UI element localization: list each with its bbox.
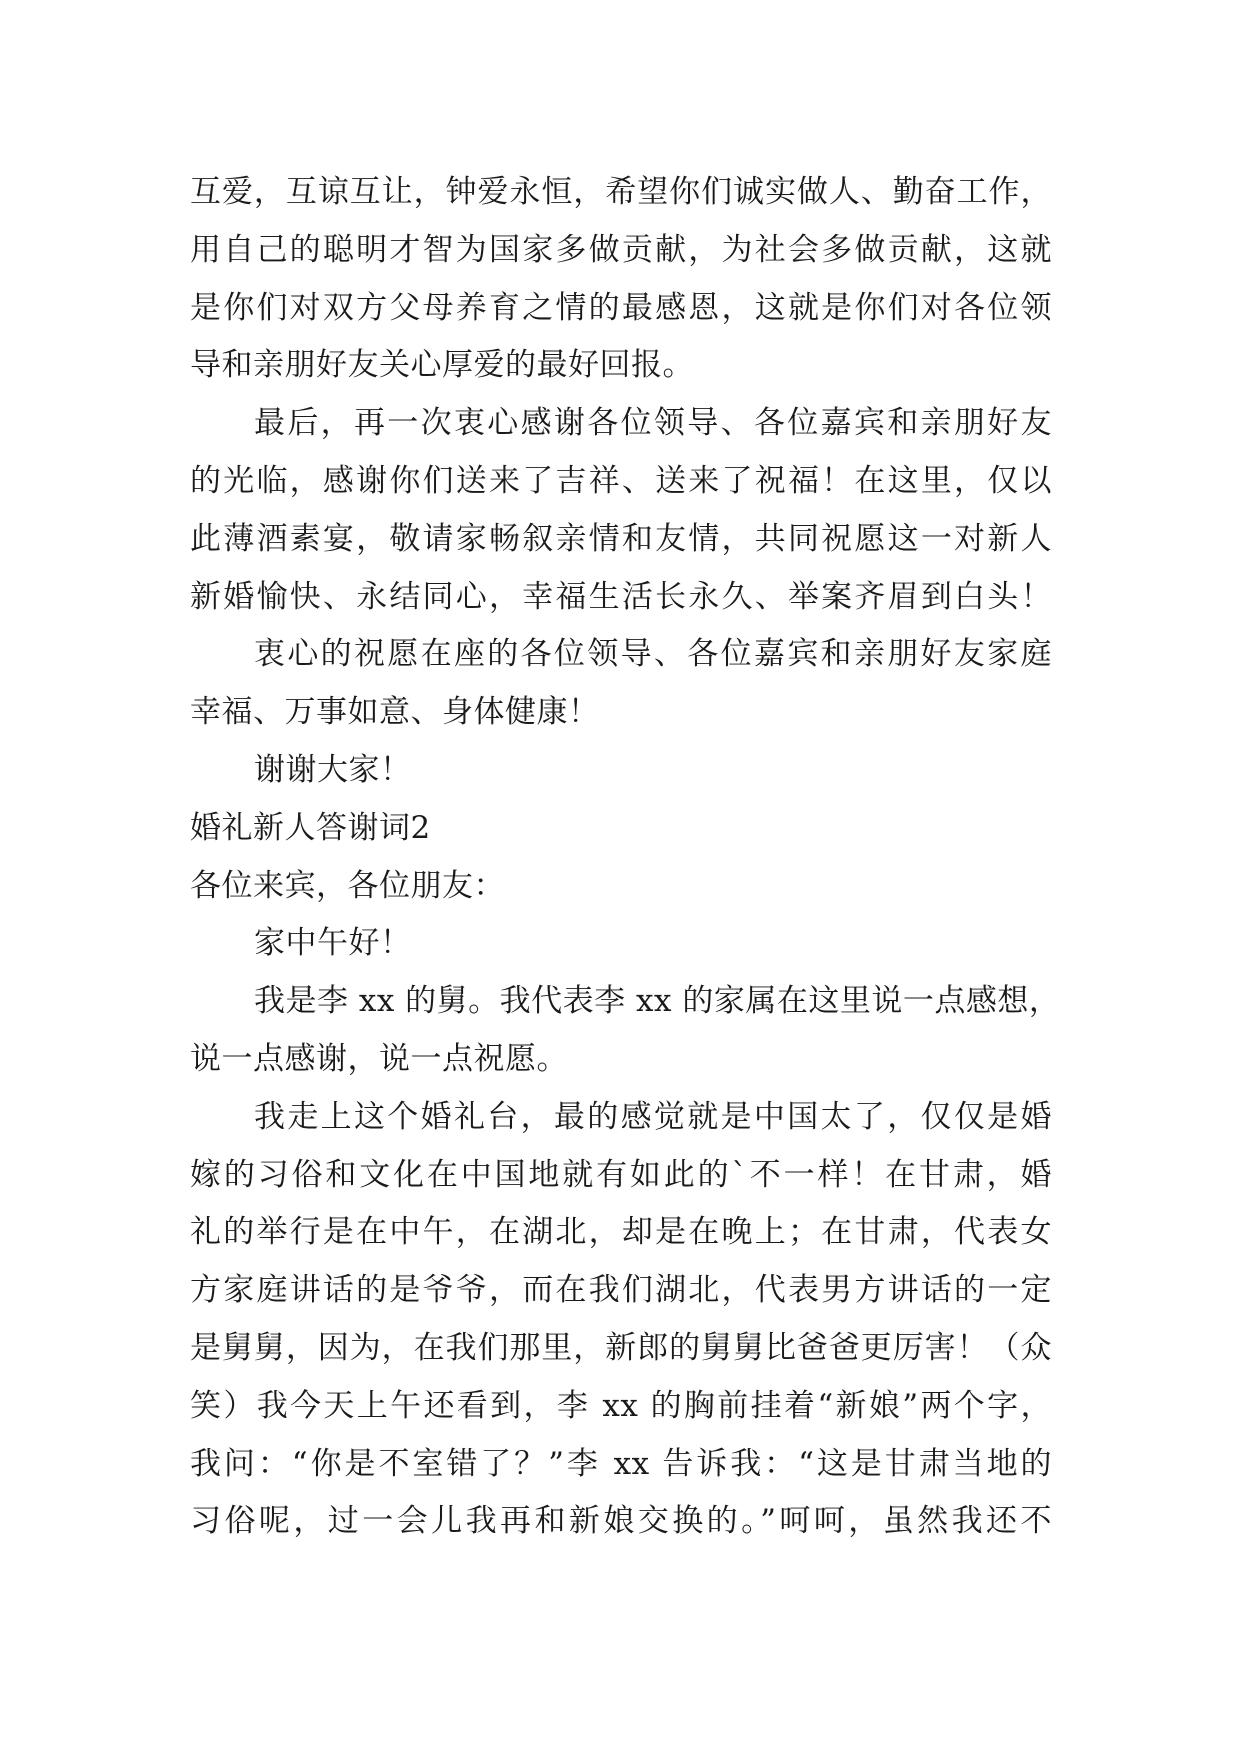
text-line: 是你们对双方父母养育之情的最感恩，这就是你们对各位领 [190, 289, 1052, 326]
text-line: 我是李 xx 的舅。我代表李 xx 的家属在这里说一点感想， [254, 983, 1061, 1020]
text-line: 我走上这个婚礼台，最的感觉就是中国太了，仅仅是婚 [254, 1098, 1052, 1135]
text-line: 衷心的祝愿在座的各位领导、各位嘉宾和亲朋好友家庭 [254, 636, 1052, 673]
text-line: 是舅舅，因为，在我们那里，新郎的舅舅比爸爸更厉害！（众 [190, 1329, 1052, 1366]
text-line: 此薄酒素宴，敬请家畅叙亲情和友情，共同祝愿这一对新人 [190, 520, 1052, 557]
text-line: 最后，再一次衷心感谢各位领导、各位嘉宾和亲朋好友 [254, 405, 1052, 442]
text-line: 礼的举行是在中午，在湖北，却是在晚上；在甘肃，代表女 [190, 1214, 1052, 1251]
text-line: 说一点感谢，说一点祝愿。 [190, 1040, 568, 1077]
text-line: 导和亲朋好友关心厚爱的最好回报。 [190, 347, 694, 384]
text-line: 嫁的习俗和文化在中国地就有如此的`不一样！在甘肃，婚 [190, 1156, 1052, 1193]
text-line: 用自己的聪明才智为国家多做贡献，为社会多做贡献，这就 [190, 231, 1052, 268]
text-line: 新婚愉快、永结同心，幸福生活长永久、举案齐眉到白头！ [190, 578, 1052, 615]
section-heading: 婚礼新人答谢词2 [190, 809, 431, 846]
text-line: 幸福、万事如意、身体健康！ [190, 694, 600, 731]
text-line: 方家庭讲话的是爷爷，而在我们湖北，代表男方讲话的一定 [190, 1272, 1052, 1309]
salutation: 各位来宾，各位朋友： [190, 867, 505, 904]
document-body [190, 164, 1061, 1551]
text-line: 我问：“你是不室错了？”李 xx 告诉我：“这是甘肃当地的 [190, 1445, 1052, 1482]
text-line: 互爱，互谅互让，钟爱永恒，希望你们诚实做人、勤奋工作， [190, 174, 1052, 210]
text-line: 习俗呢，过一会儿我再和新娘交换的。”呵呵，虽然我还不 [190, 1503, 1052, 1540]
text-line: 谢谢大家！ [254, 751, 412, 788]
text-line: 的光临，感谢你们送来了吉祥、送来了祝福！在这里，仅以 [190, 462, 1052, 499]
text-line: 笑）我今天上午还看到，李 xx 的胸前挂着“新娘”两个字， [190, 1387, 1052, 1424]
text-line: 家中午好！ [254, 925, 412, 962]
